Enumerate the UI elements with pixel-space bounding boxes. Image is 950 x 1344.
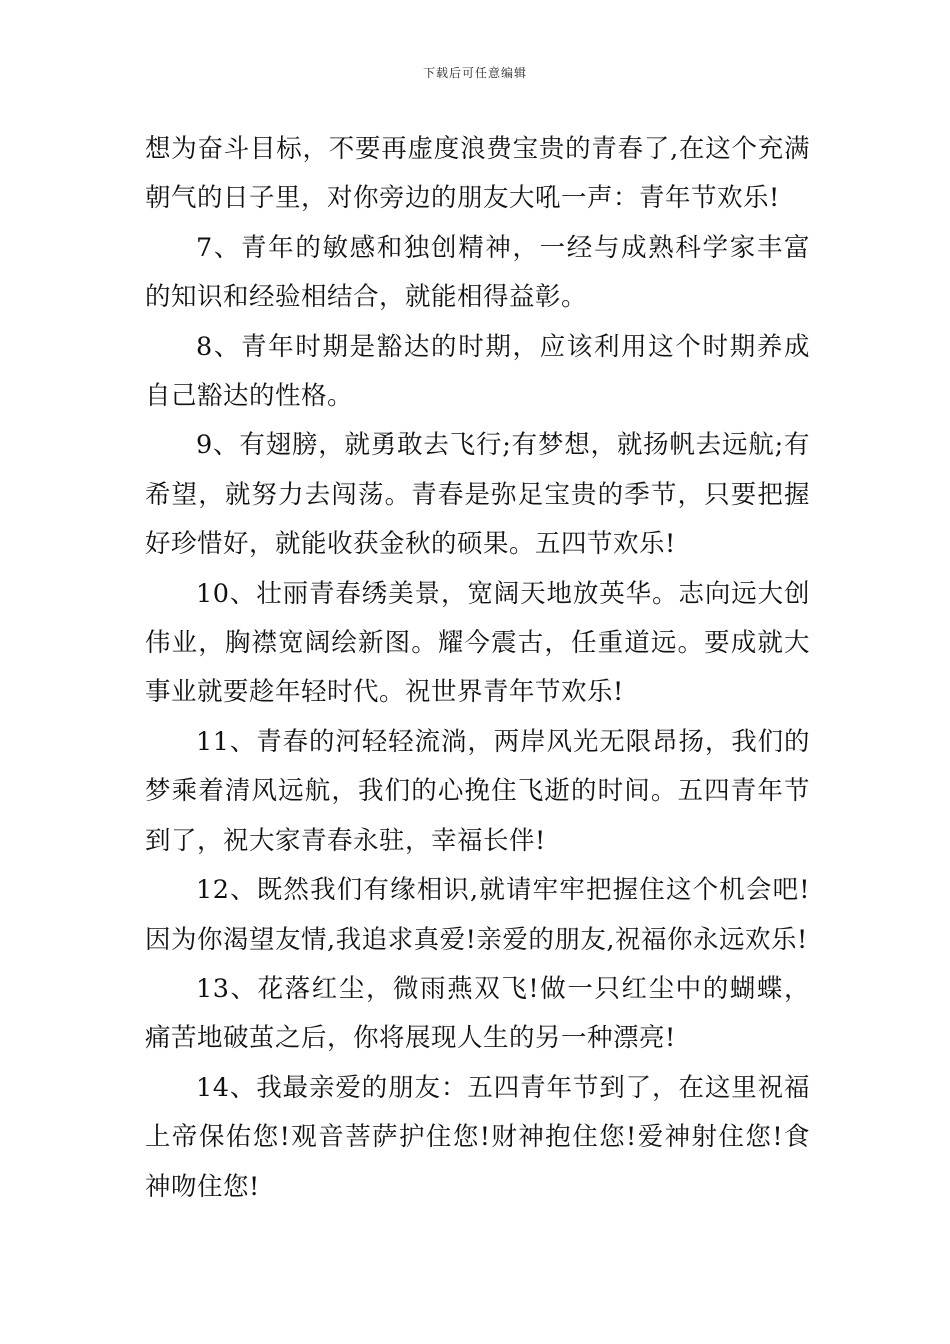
paragraph-item-9: 9、有翅膀，就勇敢去飞行;有梦想，就扬帆去远航;有希望，就努力去闯荡。青春是弥足宝贵的季节，只要把握好珍惜好，就能收获金秋的硕果。五四节欢乐! (145, 430, 810, 560)
document-body (145, 125, 810, 1212)
paragraph-item-7: 7、青年的敏感和独创精神，一经与成熟科学家丰富的知识和经验相结合，就能相得益彰。 (145, 232, 810, 313)
paragraph-item-13: 13、花落红尘，微雨燕双飞!做一只红尘中的蝴蝶，痛苦地破茧之后，你将展现人生的另一种漂亮! (145, 973, 810, 1054)
paragraph-item-10: 10、壮丽青春绣美景，宽阔天地放英华。志向远大创伟业，胸襟宽阔绘新图。耀今震古，任重道远。要成就大事业就要趁年轻时代。祝世界青年节欢乐! (145, 578, 810, 708)
paragraph-item-14: 14、我最亲爱的朋友：五四青年节到了，在这里祝福上帝保佑您!观音菩萨护住您!财神抱住您!爱神射住您!食神吻住您! (145, 1072, 810, 1202)
paragraph-item-11: 11、青春的河轻轻流淌，两岸风光无限昂扬，我们的梦乘着清风远航，我们的心挽住飞逝的时间。五四青年节到了，祝大家青春永驻，幸福长伴! (145, 726, 810, 856)
paragraph-continuation: 想为奋斗目标，不要再虚度浪费宝贵的青春了,在这个充满朝气的日子里，对你旁边的朋友大吼一声：青年节欢乐! (145, 134, 810, 214)
page-header-note: 下载后可任意编辑 (422, 66, 527, 80)
paragraph-item-8: 8、青年时期是豁达的时期，应该利用这个时期养成自己豁达的性格。 (145, 331, 810, 412)
paragraph-item-12: 12、既然我们有缘相识,就请牢牢把握住这个机会吧!因为你渴望友情,我追求真爱!亲爱的朋友,祝福你永远欢乐! (145, 875, 810, 955)
